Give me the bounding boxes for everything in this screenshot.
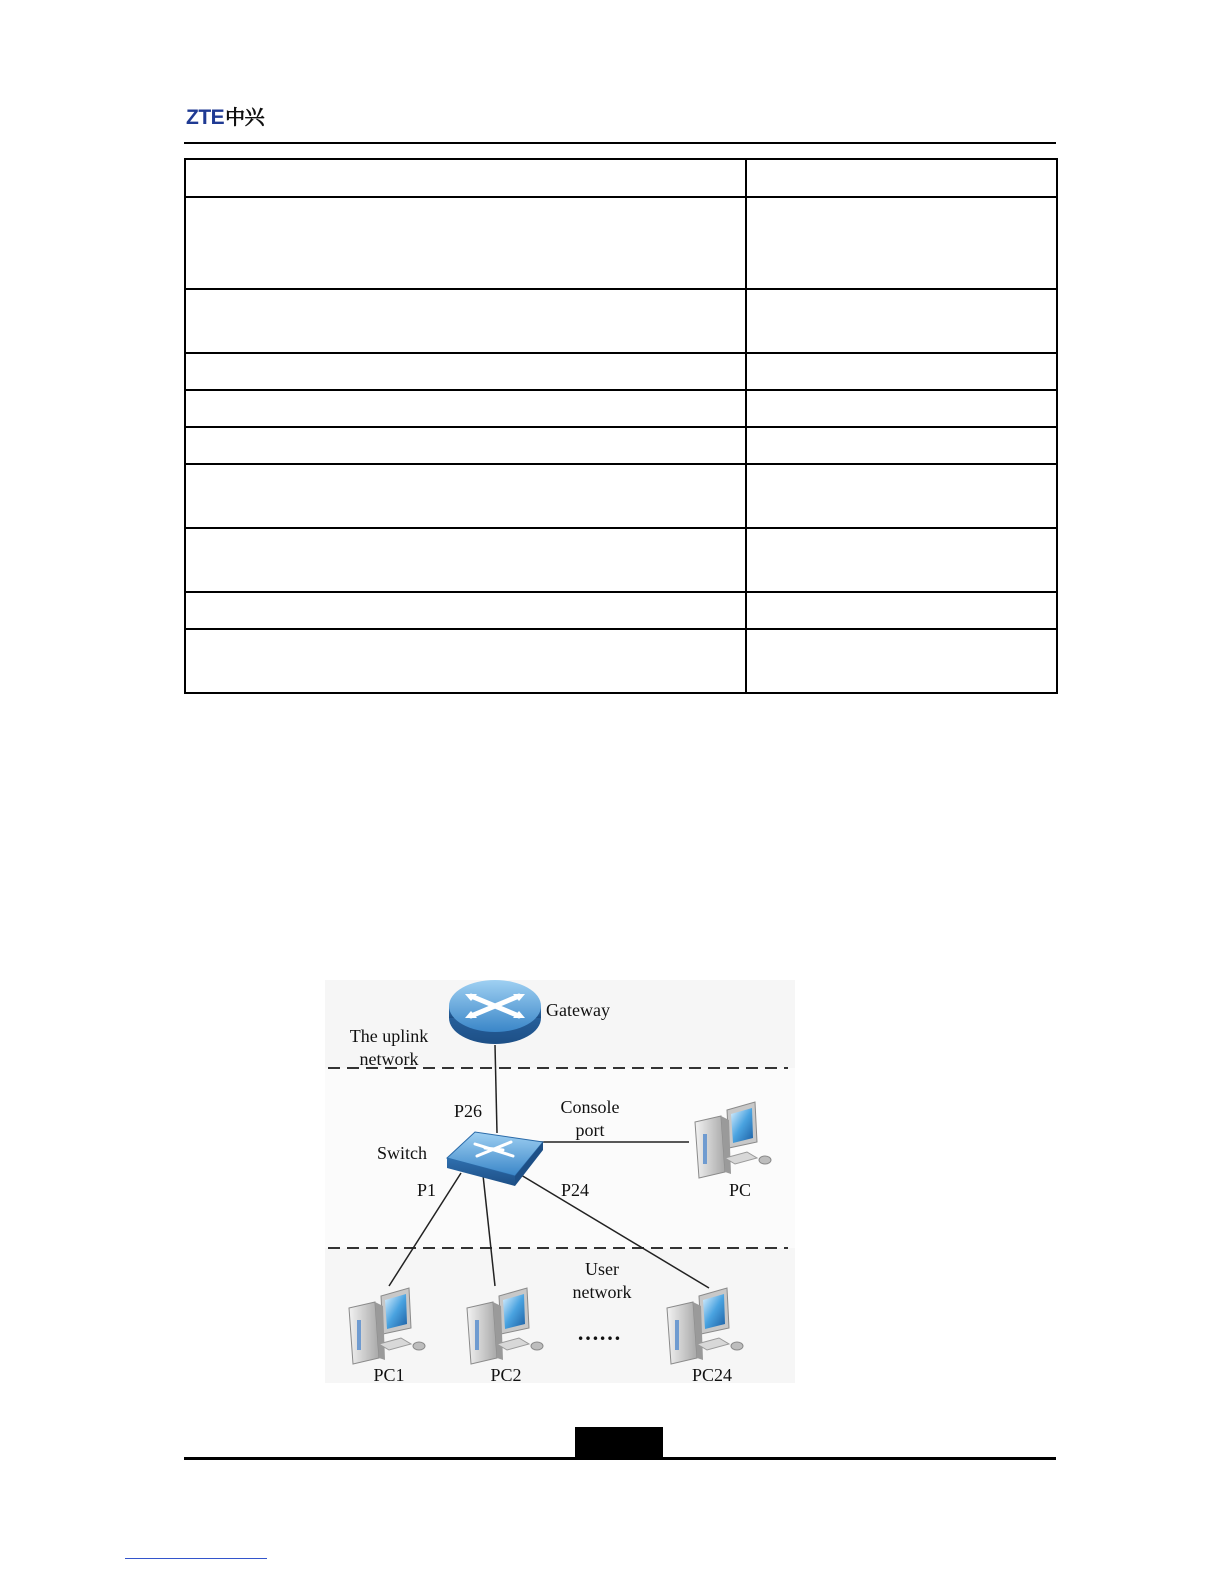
uplink-network-label-line1: The uplink: [349, 1026, 429, 1046]
link-underline: [125, 1558, 267, 1559]
table-cell: [746, 528, 1057, 592]
switch-label: Switch: [377, 1143, 428, 1163]
router-icon: [449, 980, 541, 1044]
table-cell: [185, 464, 746, 528]
table-row: [185, 629, 1057, 693]
table-row: [185, 390, 1057, 427]
table-cell: [746, 464, 1057, 528]
table-cell: [185, 289, 746, 353]
port-p1-label: P1: [417, 1180, 437, 1200]
table-cell: [746, 353, 1057, 390]
table-cell: [746, 390, 1057, 427]
pc2-label: PC2: [490, 1365, 522, 1385]
header-rule: [184, 142, 1056, 144]
footer-rule: [184, 1457, 1056, 1460]
table-cell: [185, 592, 746, 629]
pc1-label: PC1: [373, 1365, 405, 1385]
table-cell: [185, 629, 746, 693]
table-cell: [185, 353, 746, 390]
table-cell: [185, 427, 746, 464]
logo-latin: ZTE: [186, 106, 225, 129]
zte-logo: [186, 106, 264, 130]
table-row: [185, 592, 1057, 629]
port-p24-label: P24: [561, 1180, 590, 1200]
table-row: [185, 289, 1057, 353]
table-cell: [746, 289, 1057, 353]
uplink-network-label-line2: network: [359, 1049, 419, 1069]
table-cell: [185, 197, 746, 289]
port-p26-label: P26: [454, 1101, 483, 1121]
table-row: [185, 197, 1057, 289]
gateway-label: Gateway: [546, 1000, 610, 1020]
table-row: [185, 353, 1057, 390]
page-number-block: [575, 1427, 663, 1458]
user-network-label-line1: User: [585, 1259, 619, 1279]
table-cell: [746, 592, 1057, 629]
table-row: [185, 159, 1057, 197]
table-row: [185, 427, 1057, 464]
table-cell: [185, 390, 746, 427]
table-cell: [185, 159, 746, 197]
user-network-label-line2: network: [572, 1282, 632, 1302]
ellipsis-label: ……: [577, 1320, 621, 1345]
console-port-label-line1: Console: [560, 1097, 620, 1117]
table-row: [185, 528, 1057, 592]
spec-table: [184, 158, 1058, 694]
table-cell: [185, 528, 746, 592]
pc24-label: PC24: [691, 1365, 733, 1385]
table-cell: [746, 629, 1057, 693]
console-port-label-line2: port: [575, 1120, 605, 1140]
network-diagram: [325, 970, 795, 1390]
table-cell: [746, 159, 1057, 197]
table-row: [185, 464, 1057, 528]
console-pc-label: PC: [728, 1180, 752, 1200]
logo-chinese: 中兴: [225, 107, 265, 129]
table-cell: [746, 197, 1057, 289]
table-cell: [746, 427, 1057, 464]
